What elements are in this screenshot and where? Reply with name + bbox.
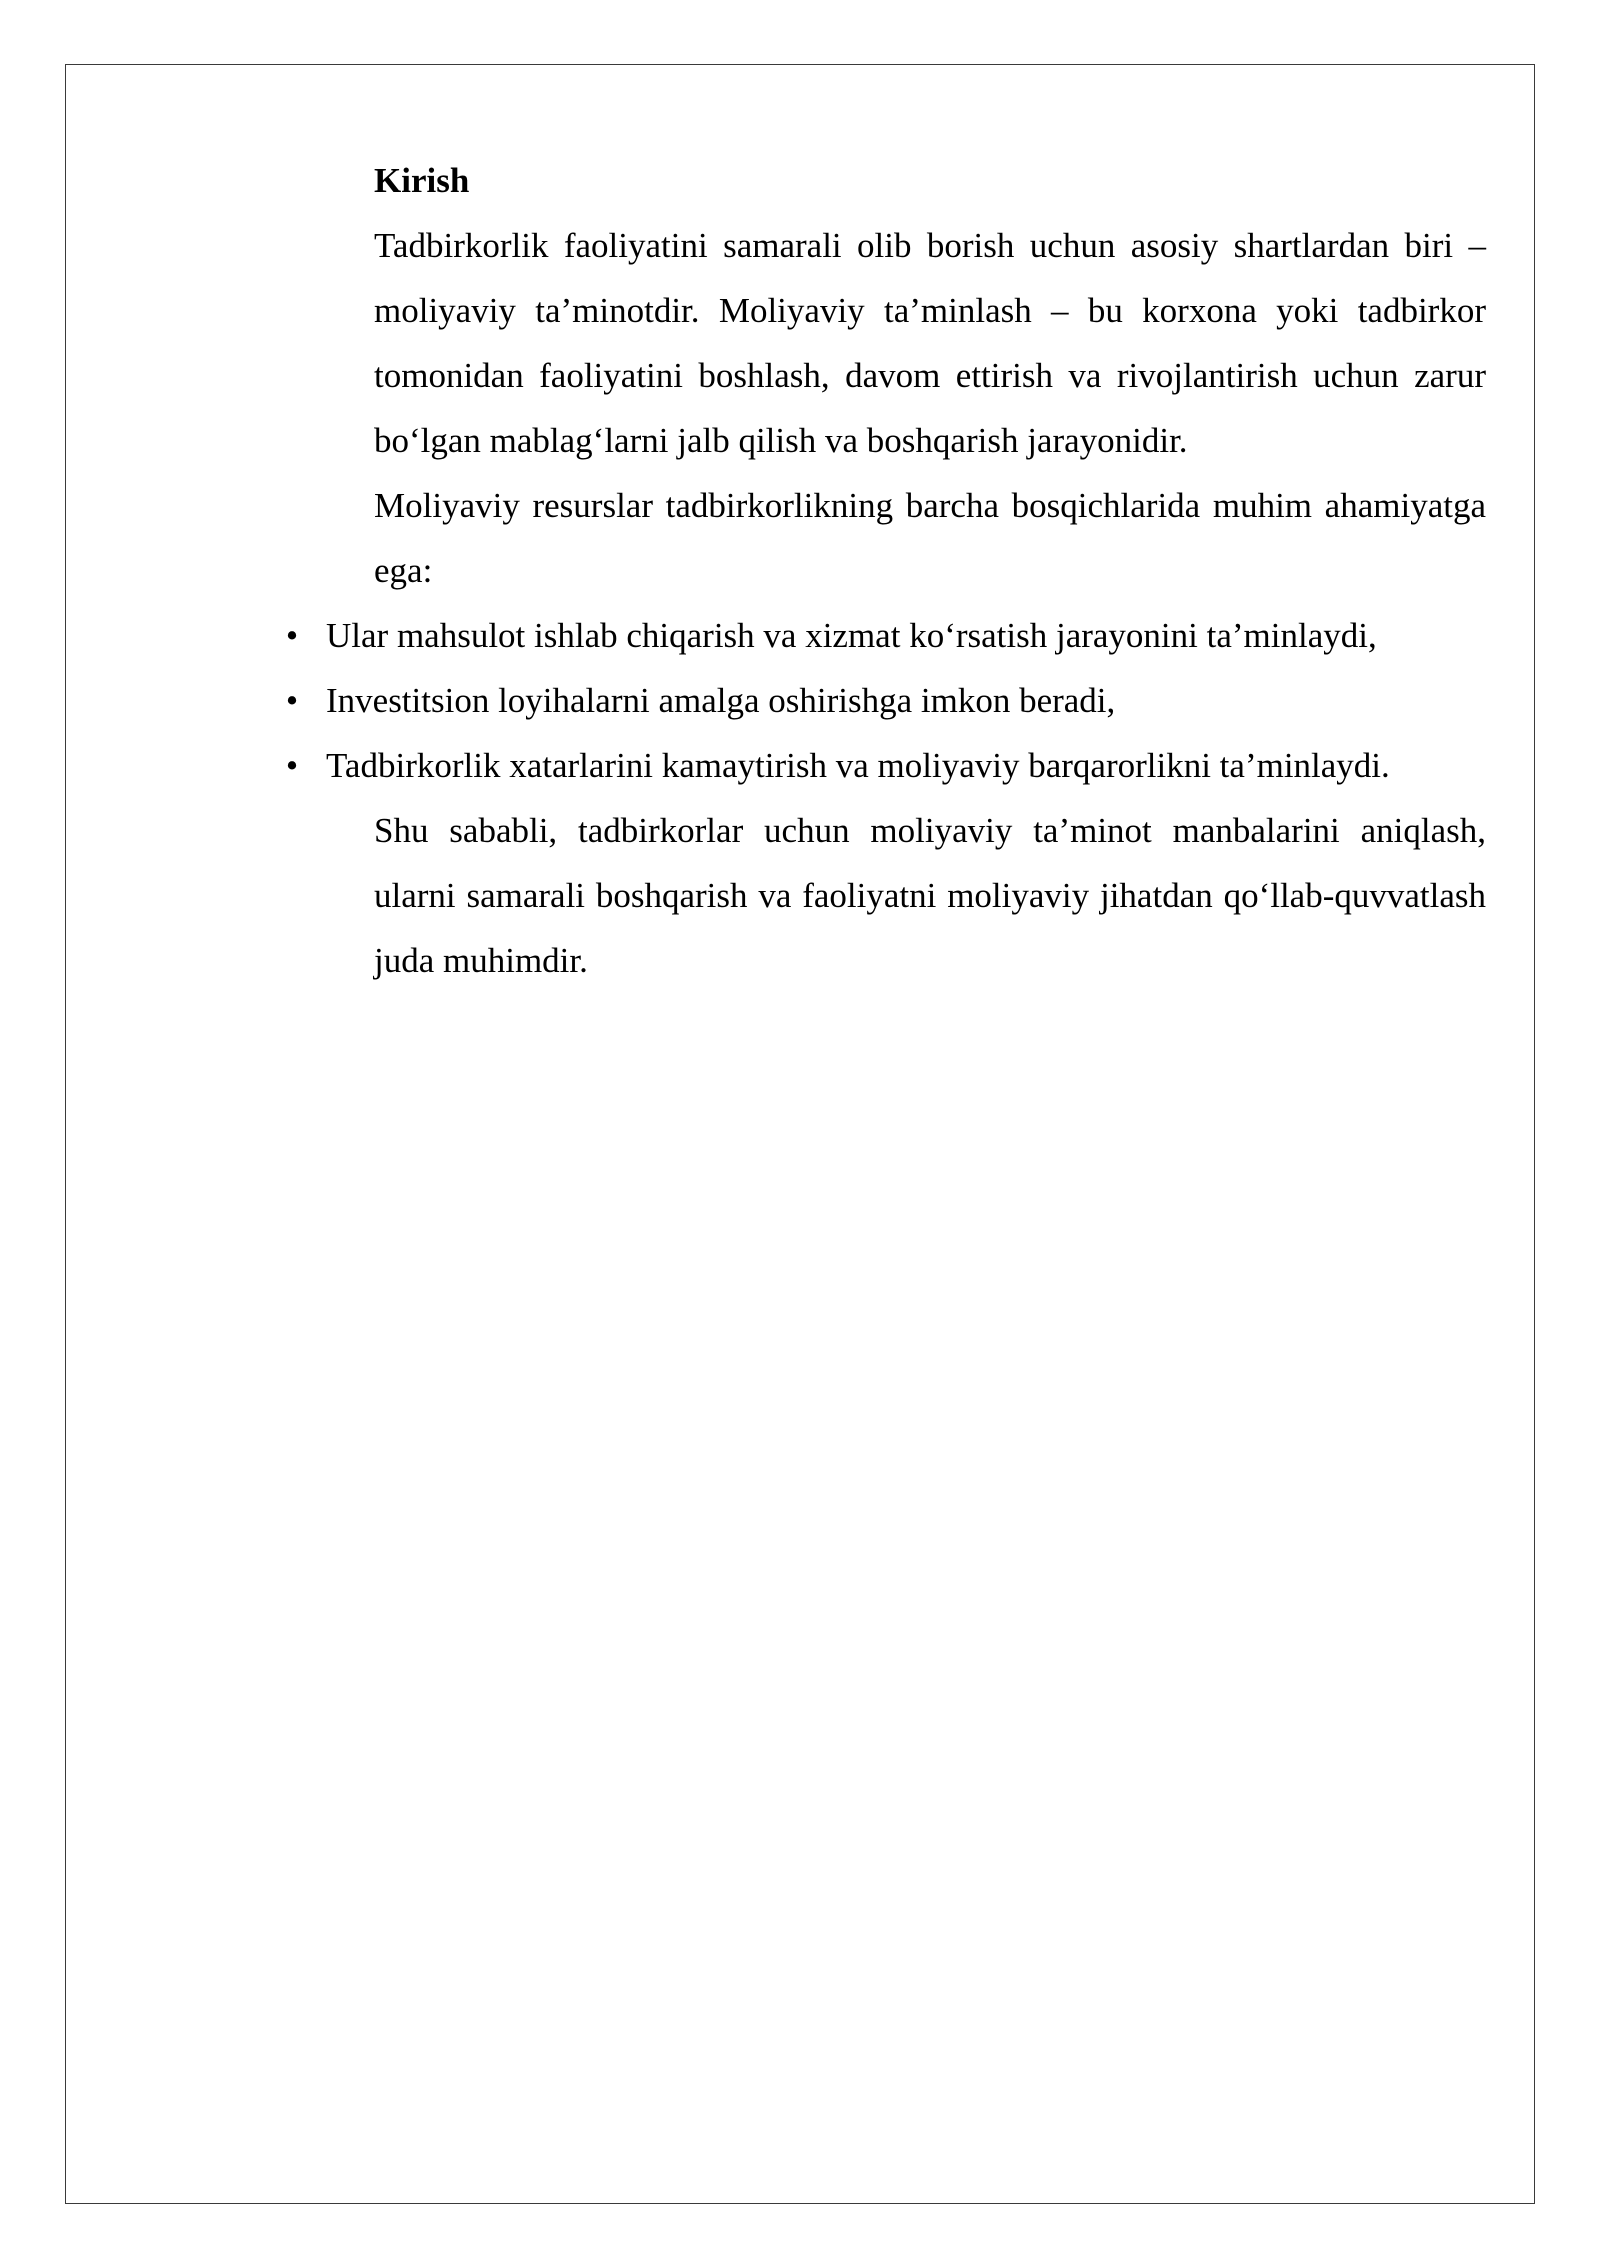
list-item-text: Ular mahsulot ishlab chiqarish va xizmat ko‘rsatish jarayonini ta’minlaydi,: [326, 616, 1377, 655]
list-item-text: Tadbirkorlik xatarlarini kamaytirish va moliyaviy barqarorlikni ta’minlaydi.: [326, 746, 1390, 785]
bullet-list: [285, 603, 1486, 798]
list-item: [285, 668, 1486, 733]
section-heading: Kirish: [374, 161, 470, 200]
intro-paragraph: Tadbirkorlik faoliyatini samarali olib borish uchun asosiy shartlardan biri – moliyaviy ta’minotdir. Moliyaviy ta’minlash – bu korxona yoki tadbirkor tomonidan faoliyatini boshlash, davom ettirish va rivojlantirish uchun zarur bo‘lgan mablag‘larni jalb qilish va boshqarish jarayonidir.: [374, 226, 1486, 460]
bullet-icon: •: [285, 616, 299, 655]
list-item: [285, 733, 1486, 798]
document-body: [285, 148, 1486, 993]
bullet-icon: •: [285, 746, 299, 785]
list-item-text: Investitsion loyihalarni amalga oshirishga imkon beradi,: [326, 681, 1116, 720]
closing-paragraph: Shu sababli, tadbirkorlar uchun moliyaviy ta’minot manbalarini aniqlash, ularni samarali boshqarish va faoliyatni moliyaviy jihatdan qo‘llab-quvvatlash juda muhimdir.: [374, 811, 1486, 980]
list-item: [285, 603, 1486, 668]
resources-paragraph: Moliyaviy resurslar tadbirkorlikning barcha bosqichlarida muhim ahamiyatga ega:: [374, 486, 1486, 590]
bullet-icon: •: [285, 681, 299, 720]
